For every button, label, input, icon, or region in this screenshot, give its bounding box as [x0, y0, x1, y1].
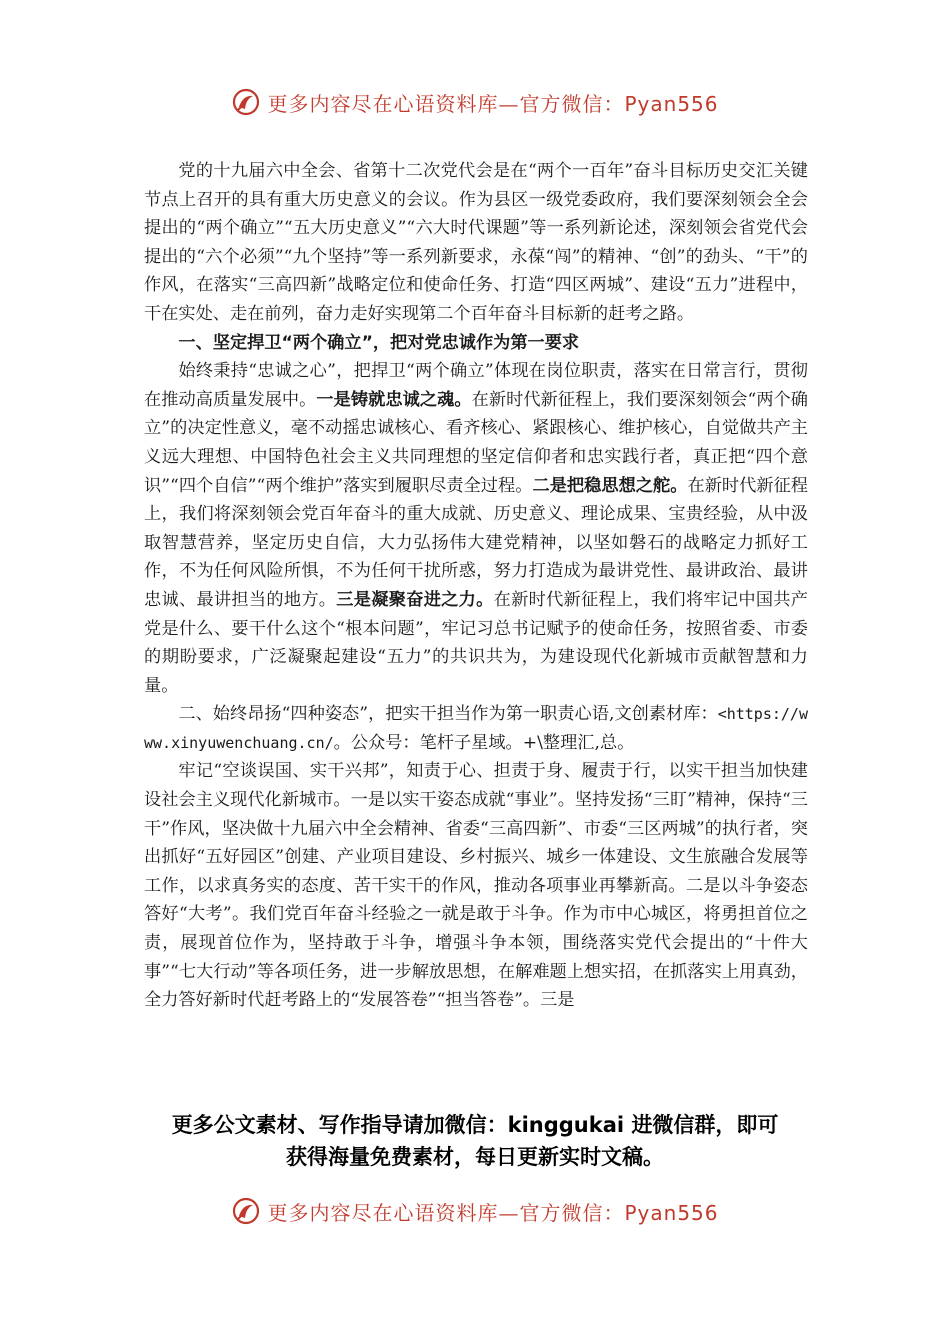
point3-bold: 三是凝聚奋进之力。: [336, 589, 494, 610]
banner-text: 更多内容尽在心语资料库—官方微信：Pyan556: [267, 1200, 719, 1225]
header-banner: [0, 82, 950, 122]
swirl-logo-icon: [231, 87, 261, 117]
section1-heading: 一、坚定捍卫“两个确立”，把对党忠诚作为第一要求: [178, 332, 580, 353]
section2-paragraph: 牢记“空谈误国、实干兴邦”，知责于心、担责于身、履责于行，以实干担当加快建设社会主义现代化新城市。一是以实干姿态成就“事业”。坚持发扬“三盯”精神，保持“三干”作风，坚决做十九届六中全会精神、省委“三高四新”、市委“三区两城”的执行者，突出抓好“五好园区”创建、产业项目建设、乡村振兴、城乡一体建设、文生旅融合发展等工作，以求真务实的态度、苦干实干的作风，推动各项事业再攀新高。二是以斗争姿态答好“大考”。我们党百年奋斗经验之一就是敢于斗争。作为市中心城区，将勇担首位之责，展现首位作为，坚持敢于斗争，增强斗争本领，围绕落实党代会提出的“十件大事”“七大行动”等各项任务，进一步解放思想，在解难题上想实招，在抓落实上用真劲，全力答好新时代赶考路上的“发展答卷”“担当答卷”。三是: [144, 761, 808, 1011]
document-body: [144, 157, 808, 1015]
banner-wechat-id: Pyan556: [624, 1200, 719, 1225]
point2-bold: 二是把稳思想之舵。: [532, 475, 688, 496]
section2-heading: 二、始终昂扬“四种姿态”，把实干担当作为第一职责心语,文创素材库：<https://www.xinyuwenchuang.cn/。公众号：笔杆子星域。+\整理汇,总。: [144, 704, 808, 753]
swirl-logo-icon: [231, 1196, 261, 1226]
promo-line-1: 更多公文素材、写作指导请加微信：kinggukai 进微信群，即可: [171, 1113, 779, 1137]
source-url: <https://www.xinyuwenchuang.cn/: [144, 705, 808, 752]
banner-wechat-id: Pyan556: [624, 91, 719, 116]
banner-text: 更多内容尽在心语资料库—官方微信：Pyan556: [267, 91, 719, 116]
section1-paragraph: 始终秉持“忠诚之心”，把捍卫“两个确立”体现在岗位职责，落实在日常言行，贯彻在推动高质量发展中。一是铸就忠诚之魂。在新时代新征程上，我们要深刻领会“两个确立”的决定性意义，毫不动摇忠诚核心、看齐核心、紧跟核心、维护核心，自觉做共产主义远大理想、中国特色社会主义共同理想的坚定信仰者和忠实践行者，真正把“四个意识”“四个自信”“两个维护”落实到履职尽责全过程。二是把稳思想之舵。在新时代新征程上，我们将深刻领会党百年奋斗的重大成就、历史意义、理论成果、宝贵经验，从中汲取智慧营养，坚定历史自信，大力弘扬伟大建党精神，以坚如磐石的战略定力抓好工作，不为任何风险所惧，不为任何干扰所惑，努力打造成为最讲党性、最讲政治、最讲忠诚、最讲担当的地方。三是凝聚奋进之力。在新时代新征程上，我们将牢记中国共产党是什么、要干什么这个“根本问题”，牢记习总书记赋予的使命任务，按照省委、市委的期盼要求，广泛凝聚起建设“五力”的共识共为，为建设现代化新城市贡献智慧和力量。: [144, 361, 808, 696]
promo-line-2: 获得海量免费素材，每日更新实时文稿。: [286, 1145, 664, 1169]
point1-bold: 一是铸就忠诚之魂。: [316, 389, 472, 410]
promo-text: [0, 1109, 950, 1173]
footer-banner: [0, 1191, 950, 1231]
intro-paragraph: 党的十九届六中全会、省第十二次党代会是在“两个一百年”奋斗目标历史交汇关键节点上召开的具有重大历史意义的会议。作为县区一级党委政府，我们要深刻领会全会提出的“两个确立”“五大历史意义”“六大时代课题”等一系列新论述，深刻领会省党代会提出的“六个必须”“九个坚持”等一系列新要求，永葆“闯”的精神、“创”的劲头、“干”的作风，在落实“三高四新”战略定位和使命任务、打造“四区两城”、建设“五力”进程中，干在实处、走在前列，奋力走好实现第二个百年奋斗目标新的赶考之路。: [144, 161, 808, 324]
